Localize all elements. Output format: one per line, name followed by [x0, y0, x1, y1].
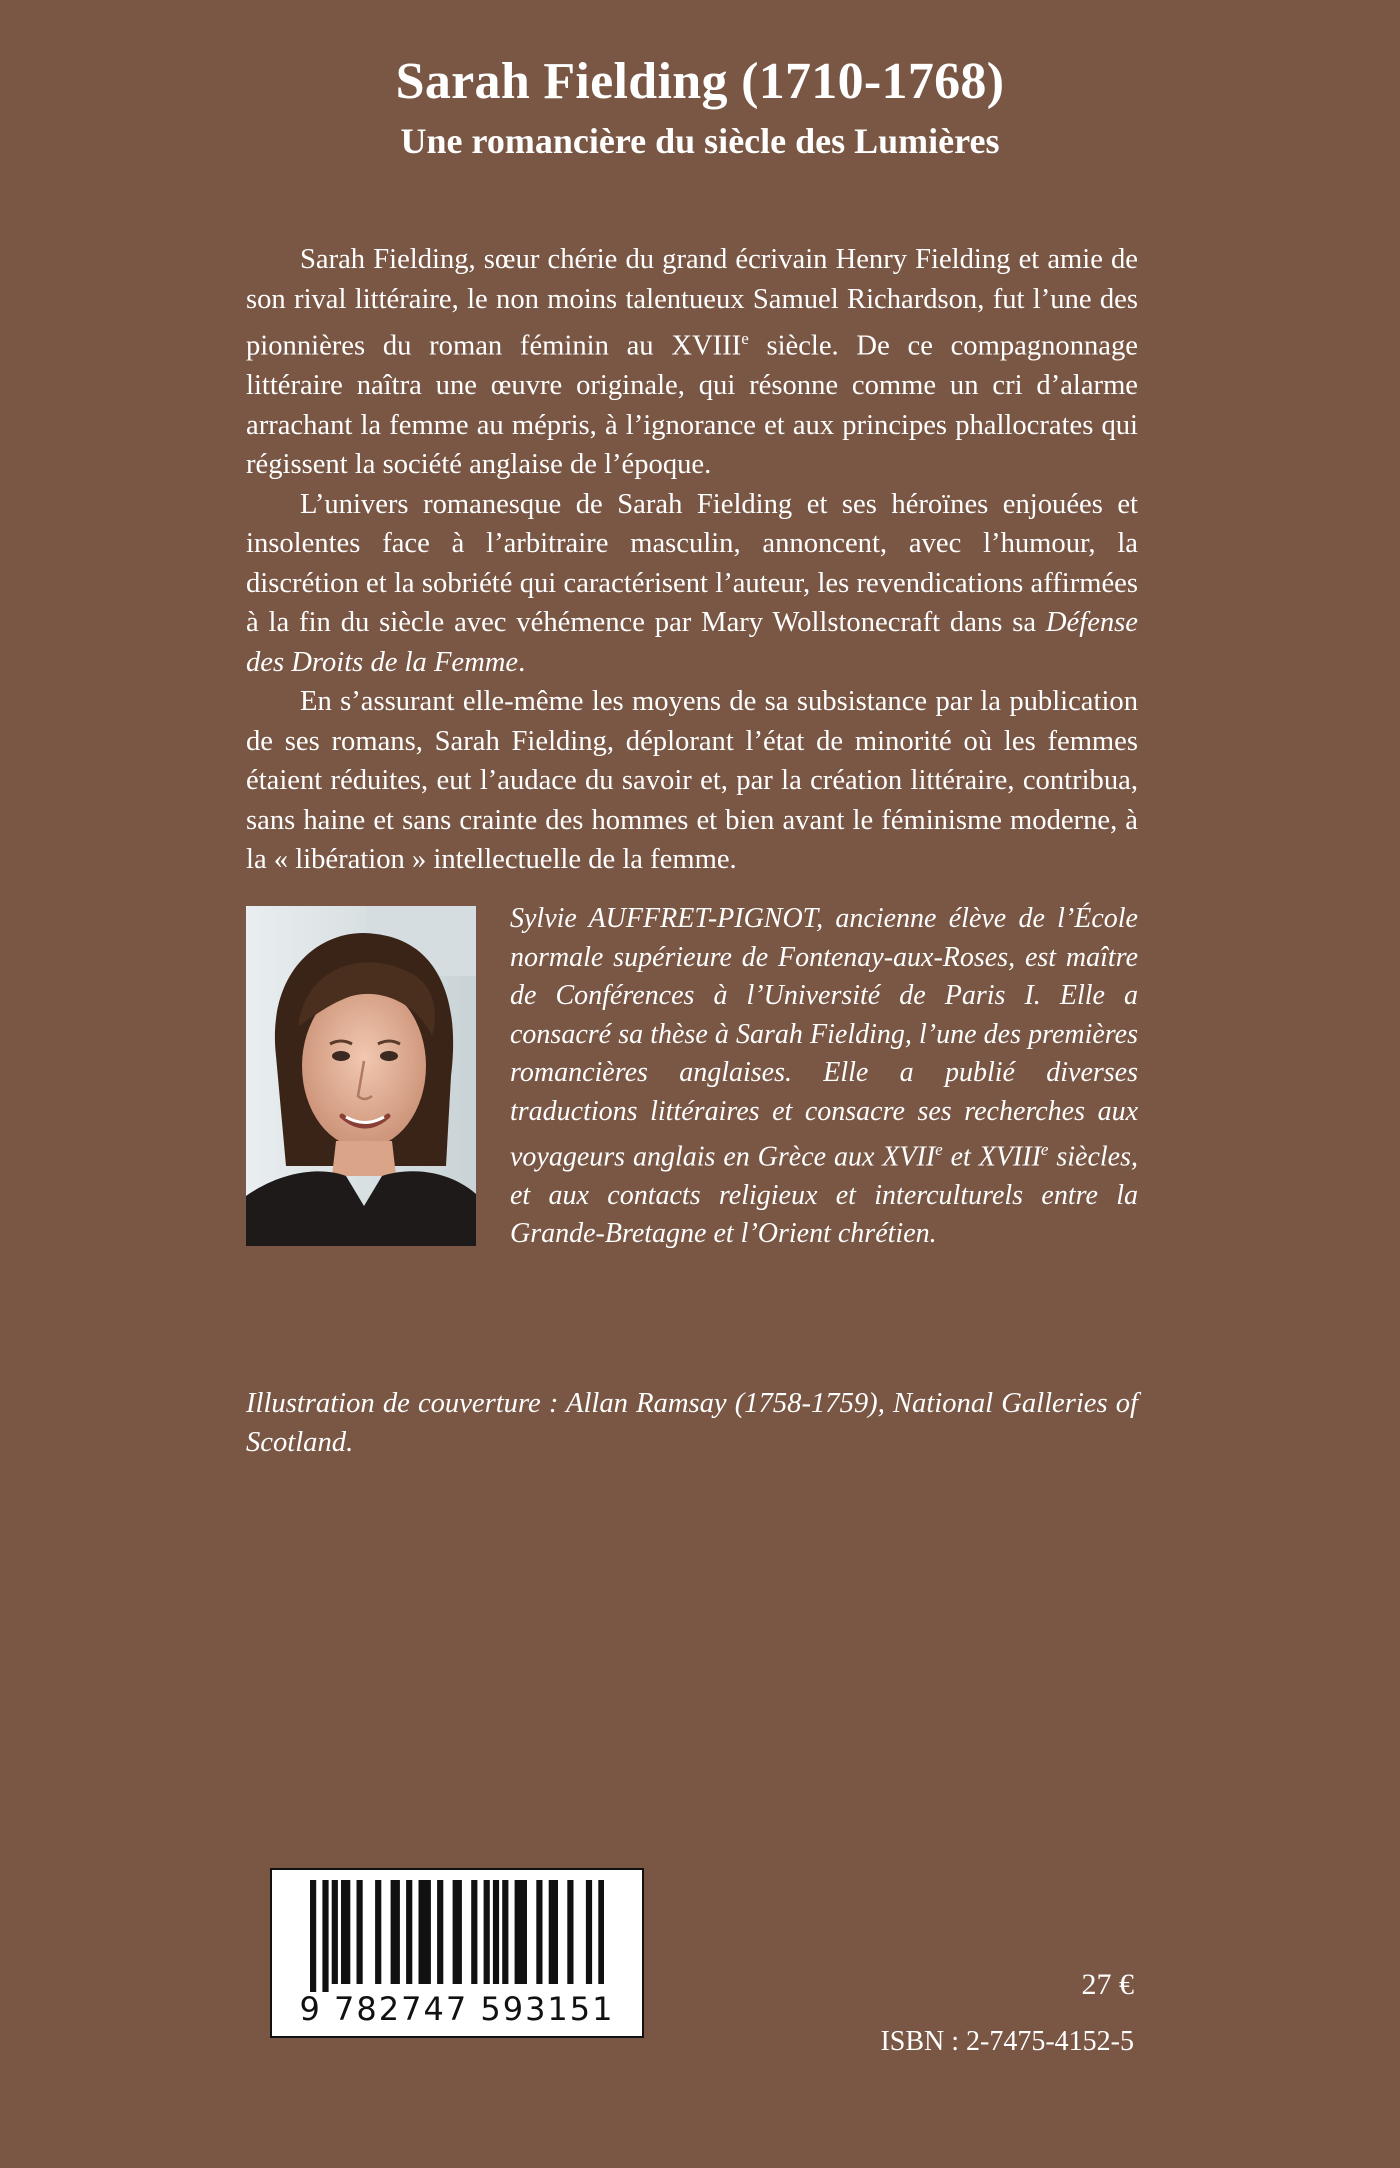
book-reference: Défense des Droits de la Femme — [246, 607, 1138, 678]
superscript: e — [1040, 1140, 1049, 1159]
book-title: Sarah Fielding (1710-1768) — [395, 53, 1005, 110]
barcode-digits: 9 782747 593151 — [299, 1990, 615, 2028]
blurb-paragraph-1: Sarah Fielding, sœur chérie du grand écrivain Henry Fielding et amie de son rival littéraire, le non moins talentueux Samuel Richardson, fut l’une des pionnières du roman féminin au XVIIIe siècle. De ce compagnonnage littéraire naîtra une œuvre originale, qui résonne comme un cri d’alarme arrachant la femme au mépris, à l’ignorance et aux principes phallocrates qui régissent la société anglaise de l’époque. — [246, 244, 1138, 481]
author-biography: Sylvie AUFFRET-PIGNOT, ancienne élève de l’École normale supérieure de Fontenay-aux-Roses, est maître de Conférences à l’Université de Paris I. Elle a consacré sa thèse à Sarah Fielding, l’une des premières romancières anglaises. Elle a publié diverses traductions littéraires et consacre ses recherches aux voyageurs anglais en Grèce aux XVIIe et XVIIIe siècles, et aux contacts religieux et interculturels entre la Grande-Bretagne et l’Orient chrétien. — [510, 903, 1138, 1250]
barcode-bars-icon — [310, 1880, 604, 1992]
cover-illustration-credit: Illustration de couverture : Allan Ramsay (1758-1759), National Galleries of Scotland. — [246, 1388, 1138, 1458]
price: 27 € — [1081, 1968, 1134, 2001]
blurb-text — [246, 240, 1138, 880]
blurb-paragraph-2: L’univers romanesque de Sarah Fielding et ses héroïnes enjouées et insolentes face à l’arbitraire masculin, annoncent, avec l’humour, la discrétion et la sobriété qui caractérisent l’auteur, les revendications affirmées à la fin du siècle avec véhémence par Mary Wollstonecraft dans sa Défense des Droits de la Femme. — [246, 488, 1138, 678]
superscript: e — [935, 1140, 943, 1159]
superscript: e — [741, 329, 749, 348]
blurb-paragraph-3: En s’assurant elle-même les moyens de sa subsistance par la publication de ses romans, Sarah Fielding, déplorant l’état de minorité où les femmes étaient réduites, eut l’audace du savoir et, par la création littéraire, contribua, sans haine et sans crainte des hommes et bien avant le féminisme moderne, à la « libération » intellectuelle de la femme. — [246, 686, 1138, 876]
isbn: ISBN : 2-7475-4152-5 — [880, 2026, 1134, 2057]
book-subtitle: Une romancière du siècle des Lumières — [400, 121, 1000, 161]
barcode — [270, 1868, 644, 2038]
author-portrait-illustration — [246, 906, 476, 1246]
author-photo — [246, 906, 476, 1246]
